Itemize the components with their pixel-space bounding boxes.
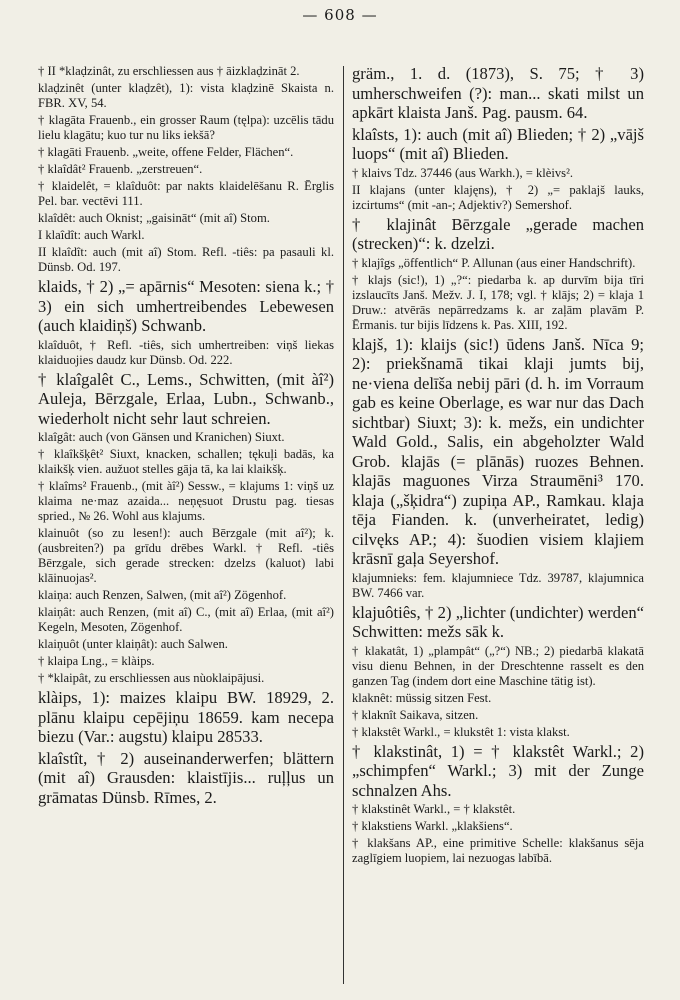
right-column: [352, 64, 644, 868]
dictionary-entry: I klaîdît: auch Warkl.: [38, 228, 145, 242]
dictionary-entry: † klakstiens Warkl. „klakšiens“.: [352, 819, 513, 833]
dictionary-entry: † klakatât, 1) „plampât“ („?“) NB.; 2) piedarbā klakatā visu dienu Behnen, in der Dreschtenne rasselt es den ganzen Tag (indem dort eine Maschine tätig ist).: [352, 643, 644, 688]
dictionary-entry: klaknêt: müssig sitzen Fest.: [352, 690, 492, 705]
dictionary-entry: klaiņuôt (unter klaiņât): auch Salwen.: [38, 637, 228, 651]
dictionary-entry: klaîdêt: auch Oknist; „gaisināt“ (mit aî) Stom.: [38, 211, 270, 225]
dictionary-entry: klaids, † 2) „= apārnis“ Mesoten: siena k.; † 3) ein sich umhertreibendes Lebewesen (auch klaidiņš) Schwanb.: [38, 277, 334, 335]
dictionary-entry: † klakšans AP., eine primitive Schelle: klakšanus sēja zaglīgiem luopiem, lai nezuogas labībā.: [352, 836, 644, 865]
column-divider: [343, 66, 344, 984]
dictionary-entry: klàips, 1): maizes klaipu BW. 18929, 2. plānu klaipu cepējiņu 18659. kam necepa biezu (Var.: augstu) klaipu 28533.: [38, 688, 334, 746]
dictionary-entry: klajuôtiês, † 2) „lichter (undichter) werden“ Schwitten: mežs sāk k.: [352, 602, 644, 641]
dictionary-entry: klaîgât: auch (von Gänsen und Kranichen) Siuxt.: [38, 430, 285, 444]
dictionary-entry: † II *klaḍzinât, zu erschliessen aus † āizklaḍzināt 2.: [38, 64, 300, 78]
dictionary-entry: † klaîdât² Frauenb. „zerstreuen“.: [38, 162, 203, 176]
dictionary-entry: klaiņa: auch Renzen, Salwen, (mit aî²) Zögenhof.: [38, 588, 287, 602]
dictionary-entry: klaîstît, † 2) auseinanderwerfen; blättern (mit aî) Grausden: klaistījis... ruļļus un grāmatas Dünsb. Rīmes, 2.: [38, 748, 334, 807]
left-column: [38, 64, 334, 809]
dictionary-entry: klainuôt (so zu lesen!): auch Bērzgale (mit aî²); k. (ausbreiten?) pa grīdu drēbes Warkl. † Refl. -tiês Bērzgale, sich gerade strecken: dzelzs (kaluot) labi klāinuojas².: [38, 526, 334, 585]
dictionary-entry: † klajinât Bērzgale „gerade machen (strecken)“: k. dzelzi.: [352, 214, 644, 253]
page-number: — 608 —: [302, 6, 378, 24]
dictionary-entry: † klakstêt Warkl., = klukstêt 1: vista klakst.: [352, 724, 570, 739]
dictionary-entry: klajš, 1): klaijs (sic!) ūdens Janš. Nīca 9; 2): priekšnamā tikai klaji jumts bij, ne·viena delīša nebij pāri (d. h. im Vorraum gab es keine Oberlage, es war nur das Dach sichtbar) Siuxt; 3): k. mežs, ein undichter Wald Gold., Salis, ein abgeholzter Wald Grob. klajās (= plānās) ruozes Behnen. klajās maguones Virza Straumēni³ 170. klaja („šķidra“) zupiņa AP., Ramkau. klaja tēja Fianden. k. (unverheiratet, ledig) cilvęks AP.; 4): šuodien visiem klajiem krāsnī gaļa Seyershof.: [352, 334, 644, 568]
dictionary-entry: † klaivs Tdz. 37446 (aus Warkh.), = klèivs².: [352, 165, 574, 180]
dictionary-entry: klaîduôt, † Refl. -tiês, sich umhertreiben: viņš liekas klaiduojies daudz kur Dünsb. Od. 222.: [38, 337, 334, 367]
dictionary-entry: † klagāti Frauenb. „weite, offene Felder, Flächen“.: [38, 145, 294, 159]
dictionary-entry: klaḍzinêt (unter klaḍzêt), 1): vista klaḍzinē Skaista n. FBR. XV, 54.: [38, 81, 334, 110]
dictionary-entry: † klakstinêt Warkl., = † klakstêt.: [352, 802, 516, 816]
dictionary-entry: † klajîgs „öffentlich“ P. Allunan (aus einer Handschrift).: [352, 255, 636, 270]
dictionary-entry: II klajans (unter klajęns), † 2) „= paklajš lauks, izcirtums“ (mit -an-; Adjektiv?) Semershof.: [352, 182, 644, 212]
dictionary-entry: klaiņât: auch Renzen, (mit aî) C., (mit aî) Erlaa, (mit aî²) Kegeln, Mesoten, Zögenhof.: [38, 605, 334, 634]
dictionary-entry: † klaipa Lng., = klàips.: [38, 654, 155, 668]
dictionary-entry: † klaidelêt, = klaîduôt: par nakts klaidelēšanu R. Ērglis Pel. bar. vectēvi 111.: [38, 179, 334, 208]
dictionary-entry: † klagāta Frauenb., ein grosser Raum (tęlpa): uzcēlis tādu lielu klagātu; kuo tur nu liks iekšā?: [38, 113, 334, 142]
dictionary-entry: † klaîms² Frauenb., (mit àî²) Sessw., = klajums 1: viņš uz klaima ne·maz azaida... neņęsuot Drustu pag. tiesas spried., № 26. Wohl aus klajums.: [38, 479, 334, 523]
dictionary-entry: † klaknît Saikava, sitzen.: [352, 707, 479, 722]
dictionary-entry: † klaîkšķêt² Siuxt, knacken, schallen; tękuļi badās, ka klaikšķ vien. aužuot stelles gāja tā, ka lai klaikšķ.: [38, 447, 334, 476]
dictionary-entry: gräm., 1. d. (1873), S. 75; † 3) umherschweifen (?): man... skati milst un apkārt klaista Janš. Pag. pausm. 64.: [352, 64, 644, 122]
dictionary-entry: klaîsts, 1): auch (mit aî) Blieden; † 2) „vājš luops“ (mit aî) Blieden.: [352, 124, 644, 163]
dictionary-entry: klajumnieks: fem. klajumniece Tdz. 39787, klajumnica BW. 7466 var.: [352, 570, 644, 600]
dictionary-entry: † klaîgalêt C., Lems., Schwitten, (mit àî²) Auleja, Bērzgale, Erlaa, Lubn., Schwanb., wiederholt nicht sehr laut schreien.: [38, 369, 334, 428]
dictionary-entry: † klajs (sic!), 1) „?“: piedarba k. ap durvīm bija tīri izslaucīts Janš. Mežv. J. I, 178; vgl. † klājs; 2) = klaja 1 Druw.: atvērās nepārredzams k. ar zaļām plavām P. Ērmanis. tur bijis līdzens k. Pas. XIII, 192.: [352, 272, 644, 332]
dictionary-entry: † klakstinât, 1) = † klakstêt Warkl.; 2) „schimpfen“ Warkl.; 3) mit der Zunge schnalzen Ahs.: [352, 741, 644, 800]
dictionary-entry: II klaîdît: auch (mit aî) Stom. Refl. -tiês: pa pasauli kl. Dünsb. Od. 197.: [38, 245, 334, 274]
dictionary-entry: † *klaipât, zu erschliessen aus nùoklaipājusi.: [38, 671, 265, 685]
